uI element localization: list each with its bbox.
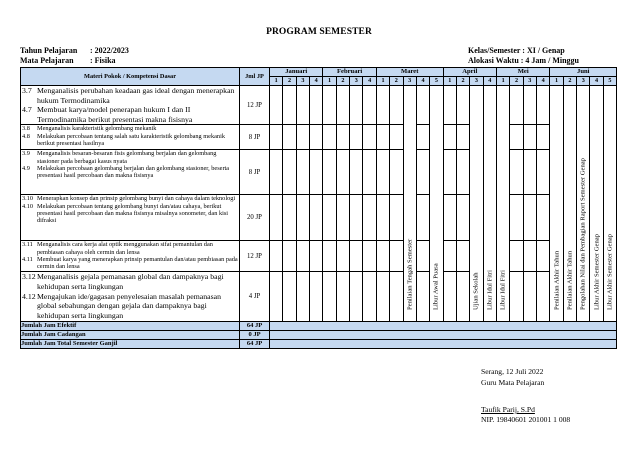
kompetensi-item [22, 150, 239, 165]
kd-number: 4.7 [22, 105, 32, 115]
week-cell [456, 125, 469, 150]
vertical-note: Libur Awal Puasa [432, 263, 440, 311]
vertical-note: Libur Idul Fitri [486, 270, 494, 311]
week-cell [537, 125, 550, 150]
week-cell [390, 241, 403, 272]
week-number: 3 [403, 77, 416, 86]
week-number: 3 [577, 77, 590, 86]
week-number: 2 [510, 77, 523, 86]
col-header-jml: Jml JP [240, 68, 270, 86]
page-title: PROGRAM SEMESTER [266, 27, 372, 37]
program-semester-table [20, 67, 617, 349]
kompetensi-item [22, 86, 239, 105]
week-cell [390, 195, 403, 241]
tahun-label: Tahun Pelajaran [20, 46, 78, 55]
jml-jp: 8 JP [240, 125, 270, 150]
week-number: 3 [470, 77, 483, 86]
week-cell [296, 86, 309, 125]
week-cell [390, 125, 403, 150]
kompetensi-item [22, 272, 239, 291]
month-header: April [443, 68, 496, 77]
week-cell [456, 272, 469, 322]
week-cell [283, 272, 296, 322]
week-cell [323, 150, 336, 195]
tahun-value: : 2022/2023 [90, 46, 129, 55]
week-cell [323, 241, 336, 272]
vertical-note-cell [403, 86, 416, 322]
kd-number: 4.9 [22, 164, 30, 172]
kd-number: 3.12 [22, 272, 36, 282]
week-cell [296, 195, 309, 241]
vertical-note: Libur Akhir Semester Genap [593, 234, 601, 311]
week-cell [443, 86, 456, 125]
materi-cell [21, 241, 240, 272]
jml-jp: 4 JP [240, 272, 270, 322]
week-cell [310, 86, 323, 125]
vertical-note-cell [470, 86, 483, 322]
week-cell [376, 125, 389, 150]
week-number: 2 [283, 77, 296, 86]
footer-value: 64 JP [240, 340, 270, 349]
week-cell [350, 125, 363, 150]
week-cell [283, 86, 296, 125]
week-cell [443, 241, 456, 272]
week-cell [376, 195, 389, 241]
kd-number: 3.7 [22, 86, 32, 95]
week-cell [310, 241, 323, 272]
vertical-note-cell [563, 86, 576, 322]
week-number: 4 [416, 77, 429, 86]
week-cell [376, 241, 389, 272]
week-cell [390, 272, 403, 322]
week-cell [336, 125, 349, 150]
week-cell [537, 272, 550, 322]
kompetensi-item [22, 256, 239, 271]
footer-blank [270, 322, 617, 331]
week-cell [416, 150, 429, 195]
kompetensi-item [22, 292, 239, 321]
footer-label: Jumlah Jam Cadangan [21, 331, 240, 340]
kd-text: Melakukan percobaan tentang gelombang bunyi dan/atau cahaya, berikut presentasi hasil percobaan dan makna fisisnya misalnya sonometer, dan kisi difraksi [37, 202, 229, 225]
jml-jp: 20 JP [240, 195, 270, 241]
week-number: 3 [523, 77, 536, 86]
week-cell [456, 241, 469, 272]
week-cell [350, 150, 363, 195]
footer-blank [270, 340, 617, 349]
week-cell [537, 86, 550, 125]
materi-cell [21, 150, 240, 195]
week-cell [376, 272, 389, 322]
kd-text: Menerapkan konsep dan prinsip gelombang bunyi dan cahaya dalam teknologi [37, 195, 236, 203]
month-header: Januari [270, 68, 323, 77]
week-cell [363, 125, 376, 150]
week-cell [523, 241, 536, 272]
week-cell [363, 86, 376, 125]
week-cell [270, 272, 283, 322]
week-number: 2 [390, 77, 403, 86]
week-cell [443, 195, 456, 241]
week-cell [416, 241, 429, 272]
kd-number: 3.9 [22, 150, 30, 158]
week-cell [350, 195, 363, 241]
week-cell [270, 195, 283, 241]
week-cell [310, 195, 323, 241]
kompetensi-item [22, 105, 239, 124]
week-cell [416, 125, 429, 150]
week-cell [296, 272, 309, 322]
week-number: 1 [323, 77, 336, 86]
sign-role: Guru Mata Pelajaran [481, 378, 545, 387]
week-cell [336, 86, 349, 125]
kompetensi-item [22, 195, 239, 202]
week-number: 2 [336, 77, 349, 86]
week-cell [296, 150, 309, 195]
kd-text: Menganalisis besaran-besaran fisis gelombang berjalan dan gelombang stasioner pada berbagai kasus nyata [37, 150, 217, 165]
kd-number: 4.12 [22, 291, 36, 301]
kompetensi-item [22, 241, 239, 256]
footer-value: 0 JP [240, 331, 270, 340]
week-cell [283, 150, 296, 195]
week-number: 1 [270, 77, 283, 86]
kd-text: Melakukan percobaan tentang salah satu karakteristik gelombang mekanik berikut presentasi hasilnya [37, 132, 225, 147]
week-cell [283, 241, 296, 272]
week-cell [363, 272, 376, 322]
week-cell [336, 241, 349, 272]
week-cell [537, 241, 550, 272]
week-cell [390, 86, 403, 125]
footer-value: 64 JP [240, 322, 270, 331]
week-cell [510, 241, 523, 272]
week-number: 4 [363, 77, 376, 86]
kd-text: Melakukan percobaan gelombang berjalan dan gelombang stasioner, beserta presentasi hasil percobaan dan makna fisisnya [37, 164, 230, 180]
kd-text: Membuat karya/model penerapan hukum I dan II Termodinamika berikut presentasi makna fisisnya [37, 105, 193, 124]
vertical-note-cell [577, 86, 590, 322]
week-number: 5 [430, 77, 443, 86]
sign-place-date: Serang, 12 Juli 2022 [481, 367, 544, 376]
jml-jp: 12 JP [240, 241, 270, 272]
kd-text: Mengajukan ide/gagasan penyelesaian masalah pemanasan global sebahungan dengan gejala dan dampaknya bagi kehidupan serta lingkungan [37, 291, 222, 320]
week-cell [456, 150, 469, 195]
week-number: 3 [350, 77, 363, 86]
kd-text: Membuat karya yang menerapkan prinsip pemantulan dan/atau pembiasan pada cermin dan lensa [37, 255, 238, 271]
vertical-note-cell [590, 86, 603, 322]
kd-text: Menganalisis karakteristik gelombang mekanik [37, 125, 157, 133]
week-cell [350, 86, 363, 125]
week-cell [376, 86, 389, 125]
kelas-semester: Kelas/Semester : XI / Genap [468, 46, 565, 55]
vertical-note-cell [430, 86, 443, 322]
week-cell [523, 272, 536, 322]
week-cell [363, 150, 376, 195]
vertical-note-cell [496, 86, 509, 322]
jml-jp: 8 JP [240, 150, 270, 195]
footer-label: Jumlah Jam Efektif [21, 322, 240, 331]
week-cell [363, 195, 376, 241]
materi-cell [21, 86, 240, 125]
week-cell [323, 86, 336, 125]
week-cell [323, 195, 336, 241]
vertical-note: Ujian Sekolah [472, 272, 480, 311]
col-header-materi: Materi Pokok / Kompetensi Dasar [21, 68, 240, 86]
week-cell [350, 241, 363, 272]
week-cell [270, 125, 283, 150]
vertical-note: Penilaian Akhir Tahun [566, 251, 574, 311]
alokasi-waktu: Alokasi Waktu : 4 Jam / Minggu [468, 56, 579, 65]
month-header: Maret [376, 68, 443, 77]
kompetensi-item [22, 133, 239, 148]
week-cell [510, 150, 523, 195]
week-cell [310, 125, 323, 150]
vertical-note-cell [550, 86, 563, 322]
week-cell [376, 150, 389, 195]
week-cell [523, 150, 536, 195]
month-header: Februari [323, 68, 376, 77]
week-cell [510, 86, 523, 125]
week-cell [416, 86, 429, 125]
vertical-note-cell [603, 86, 616, 322]
week-number: 2 [456, 77, 469, 86]
week-cell [270, 150, 283, 195]
kd-number: 4.10 [22, 202, 34, 210]
kompetensi-item [22, 125, 239, 132]
week-cell [283, 195, 296, 241]
meta-right [468, 46, 579, 66]
week-cell [310, 272, 323, 322]
week-number: 5 [603, 77, 616, 86]
materi-cell [21, 272, 240, 322]
week-cell [416, 272, 429, 322]
kompetensi-item [22, 203, 239, 225]
week-number: 1 [496, 77, 509, 86]
footer-label: Jumlah Jam Total Semester Ganjil [21, 340, 240, 349]
week-cell [456, 195, 469, 241]
meta-left [20, 46, 129, 66]
week-cell [510, 125, 523, 150]
month-header: Mei [496, 68, 549, 77]
week-number: 4 [590, 77, 603, 86]
week-cell [296, 125, 309, 150]
week-cell [523, 86, 536, 125]
materi-cell [21, 195, 240, 241]
week-number: 4 [537, 77, 550, 86]
vertical-note: Libur Idul Fitri [499, 270, 507, 311]
week-number: 2 [563, 77, 576, 86]
week-cell [443, 150, 456, 195]
week-cell [523, 195, 536, 241]
week-number: 4 [483, 77, 496, 86]
week-cell [523, 125, 536, 150]
sign-nip: NIP. 19840601 201001 1 008 [481, 415, 571, 424]
week-cell [537, 195, 550, 241]
jml-jp: 12 JP [240, 86, 270, 125]
mapel-value: : Fisika [90, 56, 116, 65]
week-cell [456, 86, 469, 125]
kd-text: Menganalisis perubahan keadaan gas ideal dengan menerapkan hukum Termodinamika [37, 86, 235, 105]
vertical-note: Libur Akhir Semester Genap [606, 234, 614, 311]
week-cell [537, 150, 550, 195]
week-cell [350, 272, 363, 322]
month-header: Juni [550, 68, 617, 77]
kd-text: Menganalisis gejala pemanasan global dan dampaknya bagi kehidupan serta lingkungan [37, 272, 224, 291]
week-cell [336, 150, 349, 195]
week-cell [416, 195, 429, 241]
week-number: 3 [296, 77, 309, 86]
week-cell [443, 272, 456, 322]
kd-number: 3.8 [22, 125, 30, 133]
week-cell [323, 125, 336, 150]
week-cell [510, 195, 523, 241]
vertical-note: Pengolahan Nilai dan Pembagian Raport Semester Genap [579, 158, 587, 311]
footer-blank [270, 331, 617, 340]
sign-name: Taufik Parij, S.Pd [481, 405, 535, 414]
kd-number: 3.10 [22, 195, 34, 203]
week-cell [270, 86, 283, 125]
week-number: 1 [376, 77, 389, 86]
week-number: 1 [550, 77, 563, 86]
week-cell [390, 150, 403, 195]
mapel-label: Mata Pelajaran [20, 56, 74, 65]
kd-text: Menganalisis cara kerja alat optik menggunakan sifat pemantulan dan pembiasan cahaya oleh cermin dan lensa [37, 241, 213, 256]
week-cell [443, 125, 456, 150]
vertical-note: Penilaian Akhir Tahun [553, 251, 561, 311]
kd-number: 4.11 [22, 255, 33, 263]
week-cell [363, 241, 376, 272]
week-cell [296, 241, 309, 272]
week-cell [310, 150, 323, 195]
kd-number: 3.11 [22, 241, 33, 249]
week-cell [510, 272, 523, 322]
week-cell [323, 272, 336, 322]
vertical-note: Penilaian Tengah Semester [406, 239, 414, 311]
materi-cell [21, 125, 240, 150]
week-cell [283, 125, 296, 150]
week-cell [336, 272, 349, 322]
week-cell [336, 195, 349, 241]
week-cell [270, 241, 283, 272]
week-number: 4 [310, 77, 323, 86]
week-number: 1 [443, 77, 456, 86]
kd-number: 4.8 [22, 132, 30, 140]
kompetensi-item [22, 165, 239, 180]
vertical-note-cell [483, 86, 496, 322]
